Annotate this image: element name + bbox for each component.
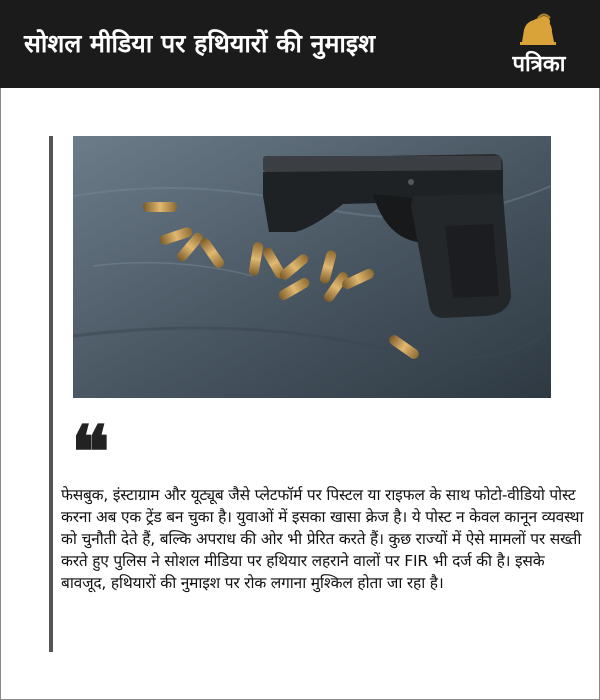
quote-body: फेसबुक, इंस्टाग्राम और यूट्यूब जैसे प्लेटफॉर्म पर पिस्टल या राइफल के साथ फोटो-वीडियो पोस्ट करना अब एक ट्रेंड बन चुका है। युवाओं में इसका खासा क्रेज है। ये पोस्ट न केवल कानून व्यवस्था को चुनौती देते हैं, बल्कि अपराध की ओर भी प्रेरित करते हैं। कुछ राज्यों में ऐसे मामलों पर सख्ती करते हुए पुलिस ने सोशल मीडिया पर हथियार लहराने वालों पर FIR भी दर्ज की है। इसके बावजूद, हथियारों की नुमाइश पर रोक लगाना मुश्किल होता जा रहा है। [61,486,584,592]
brand-logo[interactable] [498,10,580,80]
pistol-with-bullets-photo [73,136,551,398]
header-bar [0,0,600,88]
lion-emblem-icon [518,12,558,46]
page-title: सोशल मीडिया पर हथियारों की नुमाइश [24,29,376,58]
quote-mark-icon: ❝ [71,409,110,494]
content-card [0,88,600,700]
brand-name: पत्रिका [512,52,566,77]
side-rule [49,136,53,652]
